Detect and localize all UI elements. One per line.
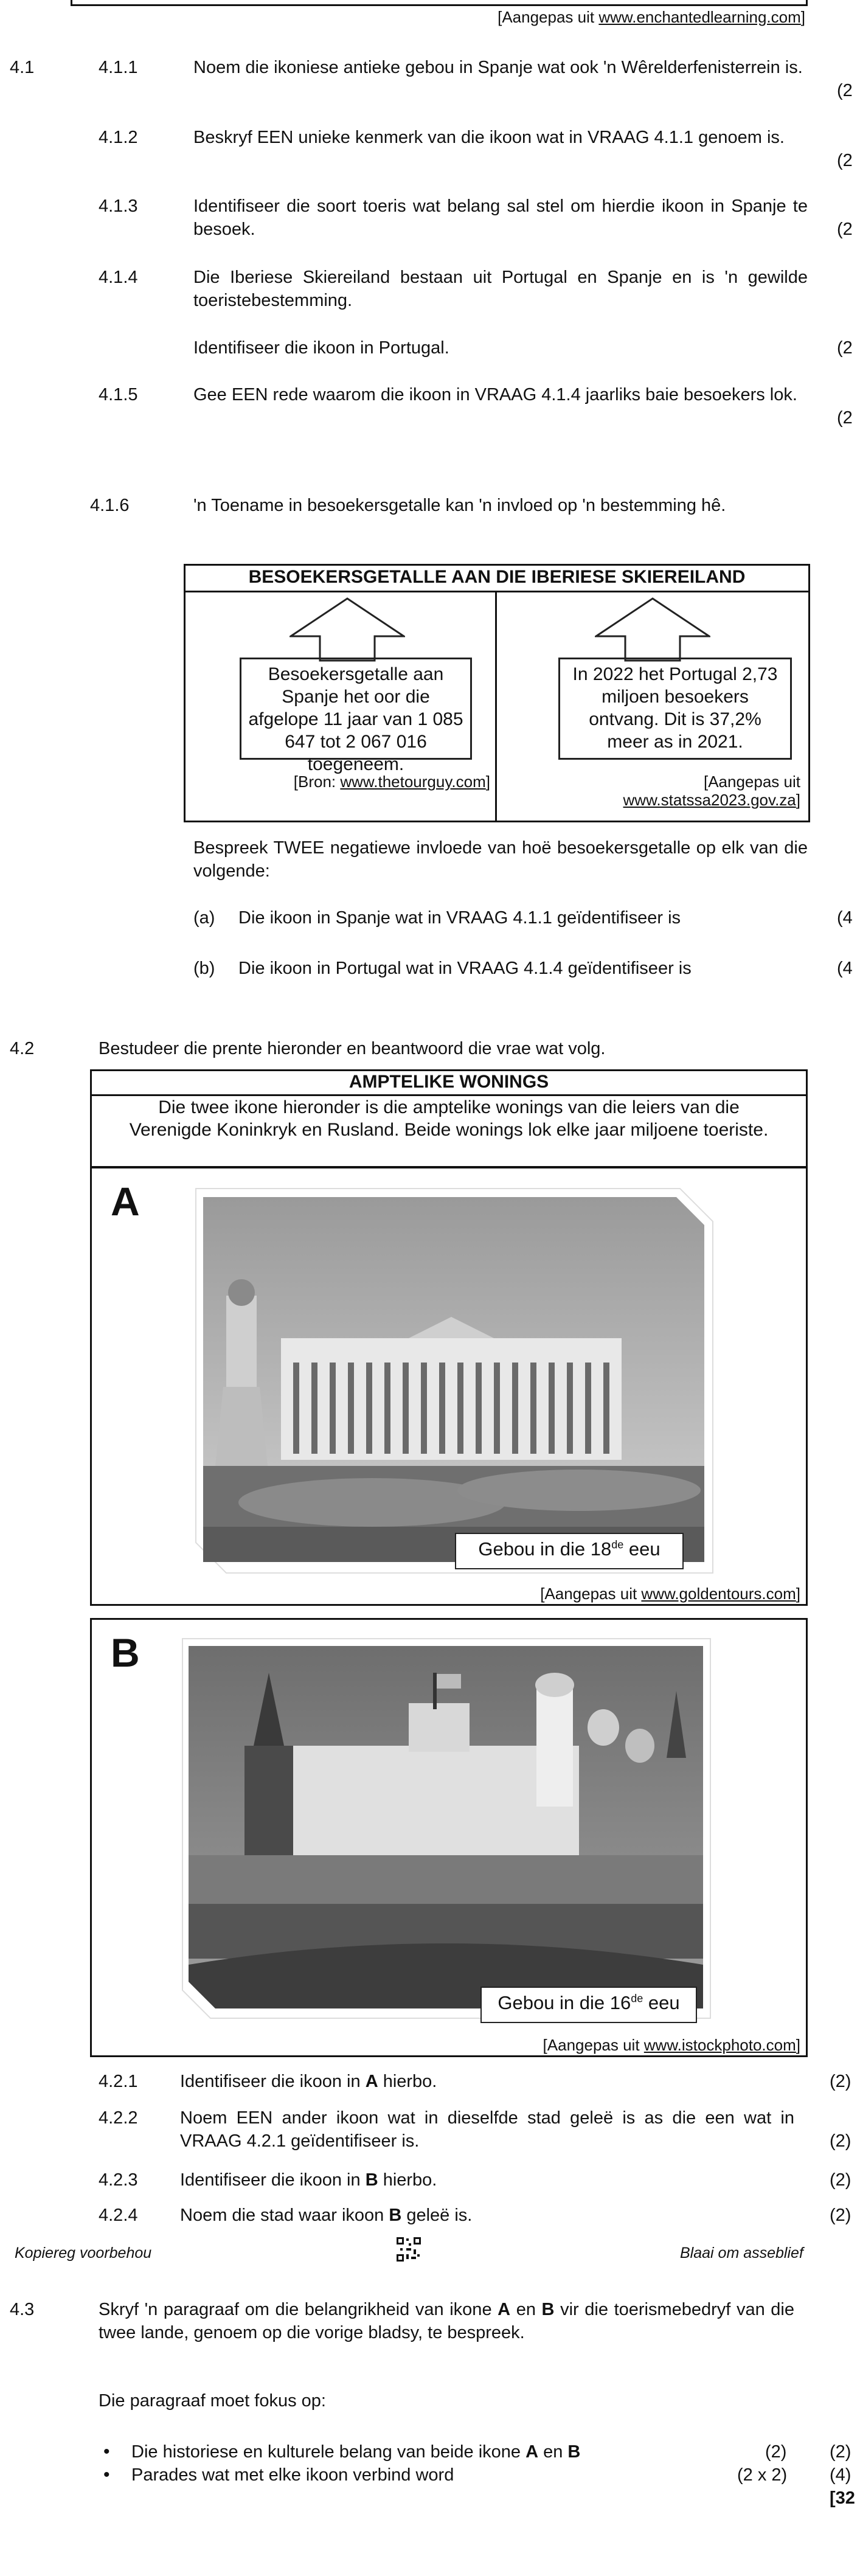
image-a-label: A xyxy=(111,1179,140,1224)
question-4-total: [32 xyxy=(830,2488,855,2508)
bullet-2-inner-mark: (2 x 2) xyxy=(737,2465,788,2485)
q-4-2-3-text: Identifiseer die ikoon in B hierbo. xyxy=(180,2170,437,2190)
q-4-2-3-mark: (2) xyxy=(830,2170,851,2190)
q-4-2-number: 4.2 xyxy=(10,1039,35,1058)
residences-title: AMPTELIKE WONINGS xyxy=(349,1072,549,1092)
bullet-1-inner-mark: (2) xyxy=(765,2442,787,2462)
kremlin-photo xyxy=(178,1636,714,2021)
q-4-2-3-number: 4.2.3 xyxy=(99,2170,138,2190)
visitor-box-title: BESOEKERSGETALLE AAN DIE IBERIESE SKIEREILAND xyxy=(248,567,746,587)
top-source-link[interactable]: www.enchantedlearning.com xyxy=(598,8,801,26)
top-frame-edge xyxy=(71,0,808,6)
footer-turn-over: Blaai om asseblief xyxy=(680,2244,803,2262)
portugal-visitors-box: In 2022 het Portugal 2,73 miljoen besoekers ontvang. Dit is 37,2% meer as in 2021. xyxy=(558,658,792,760)
q-4-1-6-b-label: (b) xyxy=(193,959,215,978)
image-a-source: [Aangepas uit www.goldentours.com] xyxy=(540,1585,800,1603)
q-4-3-number: 4.3 xyxy=(10,2300,35,2319)
bullet-2-mark: (4) xyxy=(830,2465,851,2485)
q-4-2-2-mark: (2) xyxy=(830,2131,851,2151)
q-4-2-2-number: 4.2.2 xyxy=(99,2108,138,2128)
q-4-1-1-number: 4.1.1 xyxy=(99,58,138,77)
top-source: [Aangepas uit www.enchantedlearning.com] xyxy=(498,8,805,26)
q-4-1-5-number: 4.1.5 xyxy=(99,385,138,404)
up-arrow-right-icon xyxy=(595,597,710,662)
q-4-1-4-text2: Identifiseer die ikoon in Portugal. xyxy=(193,338,449,358)
q-4-1-6-a-text: Die ikoon in Spanje wat in VRAAG 4.1.1 geïdentifiseer is xyxy=(238,908,681,928)
q-4-1-5-text: Gee EEN rede waarom die ikoon in VRAAG 4.1.4 jaarliks baie besoekers lok. xyxy=(193,385,797,404)
spain-source-link[interactable]: www.thetourguy.com xyxy=(340,772,486,791)
image-a-source-link[interactable]: www.goldentours.com xyxy=(641,1585,796,1603)
q-4-3-focus: Die paragraaf moet fokus op: xyxy=(99,2391,326,2411)
bullet-1-text: Die historiese en kulturele belang van beide ikone A en B xyxy=(131,2442,581,2462)
spain-visitors-box: Besoekersgetalle aan Spanje het oor die afgelope 11 jaar van 1 085 647 tot 2 067 016 toegeneem. xyxy=(240,658,472,760)
q-4-1-number: 4.1 xyxy=(10,58,35,77)
q-4-1-6-number: 4.1.6 xyxy=(90,496,130,515)
q-4-1-6-b-text: Die ikoon in Portugal wat in VRAAG 4.1.4 geïdentifiseer is xyxy=(238,959,692,978)
q-4-1-3-text: Identifiseer die soort toeris wat belang sal stel om hierdie ikoon in Spanje te besoek. xyxy=(193,196,808,239)
q-4-1-1-mark: (2 xyxy=(837,81,853,100)
q-4-2-1-mark: (2) xyxy=(830,2072,851,2091)
image-b-source: [Aangepas uit www.istockphoto.com] xyxy=(543,2036,800,2054)
q-4-1-6-text: 'n Toename in besoekersgetalle kan 'n invloed op 'n bestemming hê. xyxy=(193,496,726,515)
q-4-1-2-number: 4.1.2 xyxy=(99,128,138,147)
q-4-1-2-text: Beskryf EEN unieke kenmerk van die ikoon wat in VRAAG 4.1.1 genoem is. xyxy=(193,128,785,147)
q-4-1-4-number: 4.1.4 xyxy=(99,268,138,287)
image-b-caption: Gebou in die 16de eeu xyxy=(480,1987,697,2023)
q-4-2-1-number: 4.2.1 xyxy=(99,2072,138,2091)
portugal-source: [Aangepas uit www.statssa2023.gov.za] xyxy=(623,772,800,809)
q-4-1-3-number: 4.1.3 xyxy=(99,196,138,216)
q-4-1-5-mark: (2 xyxy=(837,408,853,428)
buckingham-palace-photo xyxy=(190,1186,716,1575)
q-4-1-6-a-mark: (4 xyxy=(837,908,853,928)
bullet-2-dot: • xyxy=(103,2465,110,2485)
q-4-2-1-text: Identifiseer die ikoon in A hierbo. xyxy=(180,2072,437,2091)
q-4-1-4-mark: (2 xyxy=(837,338,853,358)
visitor-box-title-rule xyxy=(184,591,810,592)
q-4-2-4-number: 4.2.4 xyxy=(99,2206,138,2225)
bullet-1-mark: (2) xyxy=(830,2442,851,2462)
image-b-source-link[interactable]: www.istockphoto.com xyxy=(643,2036,796,2054)
q-4-1-6-a-label: (a) xyxy=(193,908,215,928)
image-b-label: B xyxy=(111,1630,140,1675)
q-4-3-text: Skryf 'n paragraaf om die belangrikheid van ikone A en B vir die toerismebedryf van die twee lande, genoem op die vorige bladsy, te bespreek. xyxy=(99,2300,794,2342)
q-4-1-6-discuss: Bespreek TWEE negatiewe invloede van hoë besoekersgetalle op elk van die volgende: xyxy=(193,838,808,881)
q-4-1-3-mark: (2 xyxy=(837,220,853,239)
footer-copyright: Kopiereg voorbehou xyxy=(15,2244,152,2262)
bullet-2-text: Parades wat met elke ikoon verbind word xyxy=(131,2465,454,2485)
visitor-box-divider xyxy=(495,591,497,822)
q-4-2-2-text: Noem EEN ander ikoon wat in dieselfde stad geleë is as die een wat in VRAAG 4.2.1 geïdentifiseer is. xyxy=(180,2108,794,2151)
q-4-2-4-mark: (2) xyxy=(830,2206,851,2225)
q-4-1-2-mark: (2 xyxy=(837,151,853,170)
q-4-1-6-b-mark: (4 xyxy=(837,959,853,978)
up-arrow-left-icon xyxy=(290,597,405,662)
q-4-1-4-text: Die Iberiese Skiereiland bestaan uit Portugal en Spanje en is 'n gewilde toeristebestemming. xyxy=(193,268,808,310)
q-4-2-intro: Bestudeer die prente hieronder en beantwoord die vrae wat volg. xyxy=(99,1039,606,1058)
portugal-source-link[interactable]: www.statssa2023.gov.za xyxy=(623,791,796,809)
spain-source: [Bron: www.thetourguy.com] xyxy=(293,772,490,791)
q-4-1-1-text: Noem die ikoniese antieke gebou in Spanje wat ook 'n Wêrelderfenisterrein is. xyxy=(193,58,803,77)
residences-description: Die twee ikone hieronder is die amptelike wonings van die leiers van die Verenigde Koninkryk en Rusland. Beide wonings lok elke jaar miljoene toeriste. xyxy=(129,1097,769,1140)
bullet-1-dot: • xyxy=(103,2442,110,2462)
qr-code-icon xyxy=(395,2236,422,2263)
q-4-2-4-text: Noem die stad waar ikoon B geleë is. xyxy=(180,2206,473,2225)
image-a-caption: Gebou in die 18de eeu xyxy=(455,1533,684,1569)
